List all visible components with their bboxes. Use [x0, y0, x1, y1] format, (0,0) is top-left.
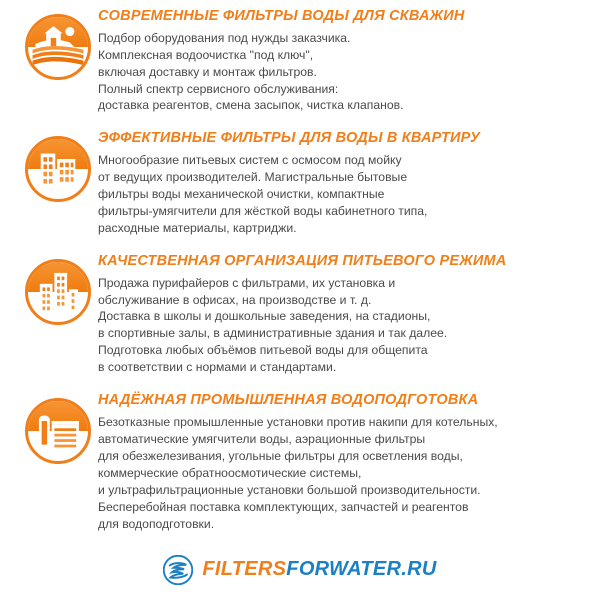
section-body	[98, 414, 590, 533]
office-towers-icon	[25, 259, 91, 325]
site-logo[interactable]	[0, 555, 600, 585]
section-body	[98, 30, 590, 115]
section-body	[98, 152, 590, 237]
industrial-filter-icon	[25, 398, 91, 464]
section-drinking-regime	[0, 237, 600, 376]
icon-column	[18, 253, 98, 325]
field-well-glyph	[28, 17, 88, 77]
icon-column	[18, 8, 98, 80]
section-title: КАЧЕСТВЕННАЯ ОРГАНИЗАЦИЯ ПИТЬЕВОГО РЕЖИМА	[98, 252, 507, 269]
text-column	[98, 130, 590, 236]
icon-column	[18, 392, 98, 464]
body-line: и ультрафильтрационные установки большой производительности.	[98, 482, 481, 497]
logo-word-second: FORWATER.RU	[286, 558, 437, 581]
logo-wordmark	[202, 558, 436, 581]
body-line: в спортивные залы, в административные здания и так далее.	[98, 326, 448, 341]
text-column	[98, 392, 590, 532]
industrial-filter-glyph	[28, 401, 88, 461]
body-line: расходные материалы, картриджи.	[98, 220, 297, 235]
body-line: Многообразие питьевых систем с осмосом под мойку	[98, 153, 402, 168]
icon-column	[18, 130, 98, 202]
body-line: автоматические умягчители воды, аэрационные фильтры	[98, 431, 426, 446]
section-body	[98, 275, 590, 377]
body-line: коммерческие обратноосмотические системы,	[98, 465, 362, 480]
section-apartment	[0, 114, 600, 236]
body-line: для водоподготовки.	[98, 516, 215, 531]
body-line: Комплексная водоочистка "под ключ",	[98, 47, 314, 62]
section-title: СОВРЕМЕННЫЕ ФИЛЬТРЫ ВОДЫ ДЛЯ СКВАЖИН	[98, 8, 465, 24]
section-title: НАДЁЖНАЯ ПРОМЫШЛЕННАЯ ВОДОПОДГОТОВКА	[98, 392, 479, 409]
body-line: Подготовка любых объёмов питьевой воды для общепита	[98, 343, 428, 358]
body-line: Продажа пурифайеров с фильтрами, их установка и	[98, 275, 396, 290]
logo-word-first: FILTERS	[202, 558, 287, 581]
body-line: Бесперебойная поставка комплектующих, запчастей и реагентов	[98, 499, 469, 514]
body-line: в соответствии с нормами и стандартами.	[98, 360, 337, 375]
text-column	[98, 253, 590, 376]
water-swirl-logo-icon	[163, 555, 193, 585]
body-line: Безотказные промышленные установки против накипи для котельных,	[98, 414, 498, 429]
body-line: для обезжелезивания, угольные фильтры для осветления воды,	[98, 448, 463, 463]
body-line: Доставка в школы и дошкольные заведения, на стадионы,	[98, 309, 431, 324]
section-title: ЭФФЕКТИВНЫЕ ФИЛЬТРЫ ДЛЯ ВОДЫ В КВАРТИРУ	[98, 130, 481, 147]
body-line: Подбор оборудования под нужды заказчика.	[98, 30, 351, 45]
body-line: фильтры-умягчители для жёсткой воды кабинетного типа,	[98, 203, 428, 218]
office-towers-glyph	[28, 262, 88, 322]
field-well-icon	[25, 14, 91, 80]
body-line: обслуживание в офисах, на производстве и т. д.	[98, 292, 372, 307]
body-line: фильтры воды механической очистки, компактные	[98, 187, 385, 202]
text-column	[98, 8, 590, 114]
apartment-building-icon	[25, 136, 91, 202]
apartment-building-glyph	[28, 139, 88, 199]
body-line: включая доставку и монтаж фильтров.	[98, 64, 317, 79]
section-wells	[0, 0, 600, 114]
body-line: доставка реагентов, смена засыпок, чистка клапанов.	[98, 98, 404, 113]
body-line: от ведущих производителей. Магистральные бытовые	[98, 170, 408, 185]
body-line: Полный спектр сервисного обслуживания:	[98, 81, 339, 96]
section-industrial	[0, 376, 600, 532]
